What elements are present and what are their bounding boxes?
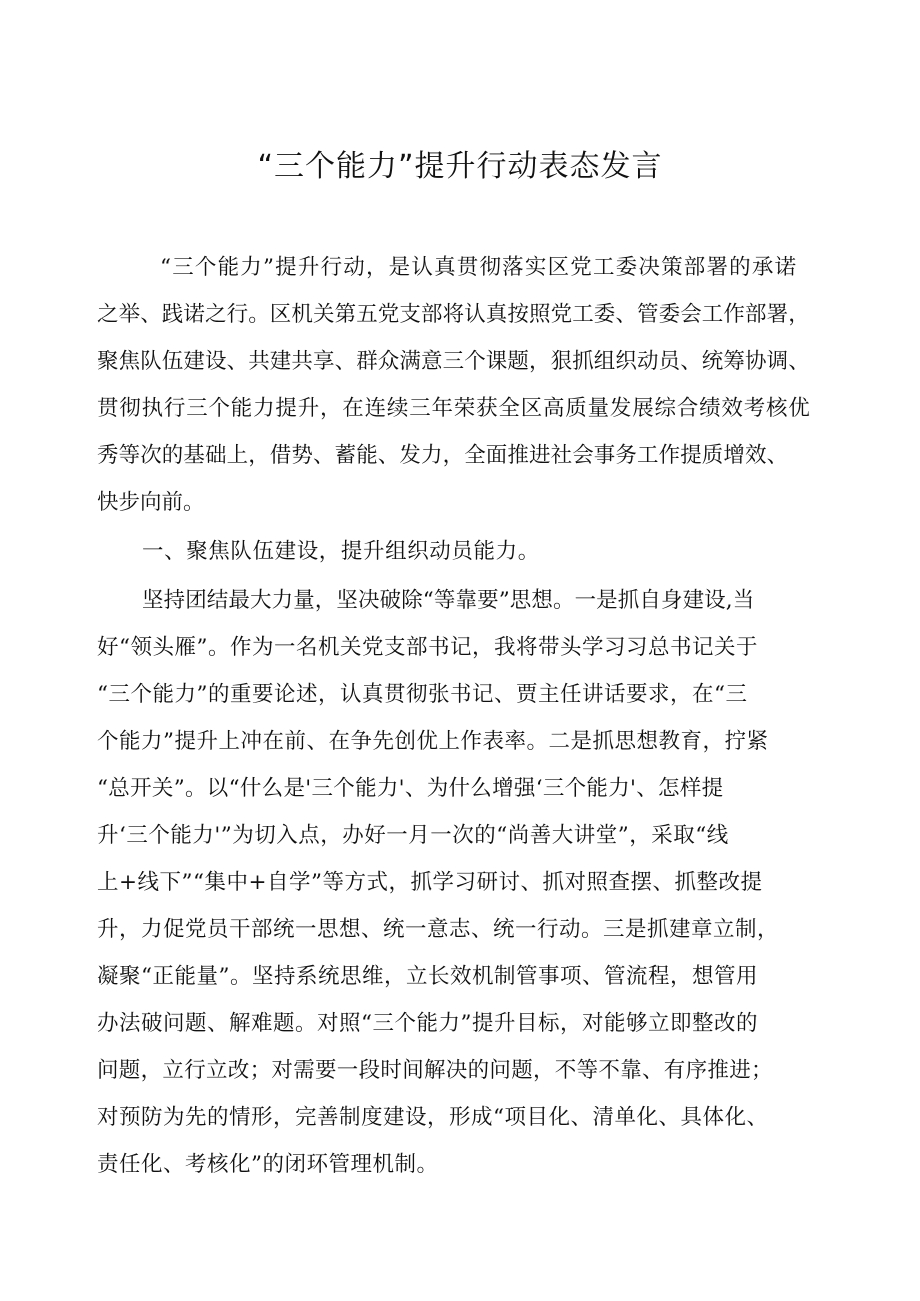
paragraph-1-line-2: 之举、践诺之行。区机关第五党支部将认真按照党工委、管委会工作部署，: [97, 302, 810, 327]
paragraph-1-line-6: 快步向前。: [97, 490, 205, 515]
paragraph-1-line-4: 贯彻执行三个能力提升，在连续三年荣获全区高质量发展综合绩效考核优: [97, 396, 811, 421]
paragraph-3-line-8: 升，力促党员干部统一思想、统一意志、统一行动。三是抓建章立制，: [97, 917, 780, 942]
paragraph-3-line-3: “三个能力”的重要论述，认真贯彻张书记、贾主任讲话要求，在“三: [97, 682, 748, 707]
section-heading-1: 一、聚焦队伍建设，提升组织动员能力。: [142, 539, 540, 564]
paragraph-3-line-5: “总开关”。以“什么是'三个能力'、为什么增强‘三个能力'、怎样提: [97, 776, 724, 801]
paragraph-3-line-1: 坚持团结最大力量，坚决破除“等靠要”思想。一是抓自身建设,当: [142, 588, 755, 613]
paragraph-1-line-5: 秀等次的基础上，借势、蓄能、发力，全面推进社会事务工作提质增效、: [97, 443, 789, 468]
paragraph-1-line-1: “三个能力”提升行动，是认真贯彻落实区党工委决策部署的承诺: [160, 255, 798, 280]
paragraph-3-line-12: 对预防为先的情形，完善制度建设，形成“项目化、清单化、具体化、: [97, 1105, 769, 1130]
paragraph-3-line-10: 办法破问题、解难题。对照“三个能力”提升目标，对能够立即整改的: [97, 1011, 758, 1036]
paragraph-3-line-6: 升‘三个能力'”为切入点，办好一月一次的“尚善大讲堂”，采取“线: [97, 823, 729, 848]
document-title: “三个能力”提升行动表态发言: [257, 149, 663, 184]
paragraph-3-line-13: 责任化、考核化”的闭环管理机制。: [97, 1152, 439, 1177]
paragraph-3-line-2: 好“领头雁”。作为一名机关党支部书记，我将带头学习习总书记关于: [97, 635, 758, 660]
paragraph-3-line-7: 上+线下”“集中+自学”等方式，抓学习研讨、抓对照查摆、抓整改提: [97, 870, 763, 895]
paragraph-3-line-11: 问题，立行立改；对需要一段时间解决的问题，不等不靠、有序推进；: [97, 1058, 773, 1083]
paragraph-3-line-4: 个能力”提升上冲在前、在争先创优上作表率。二是抓思想教育，拧紧: [97, 729, 769, 754]
paragraph-3-line-9: 凝聚“正能量”。坚持系统思维，立长效机制管事项、管流程，想管用: [97, 964, 758, 989]
paragraph-1-line-3: 聚焦队伍建设、共建共享、群众满意三个课题，狠抓组织动员、统筹协调、: [97, 349, 810, 374]
